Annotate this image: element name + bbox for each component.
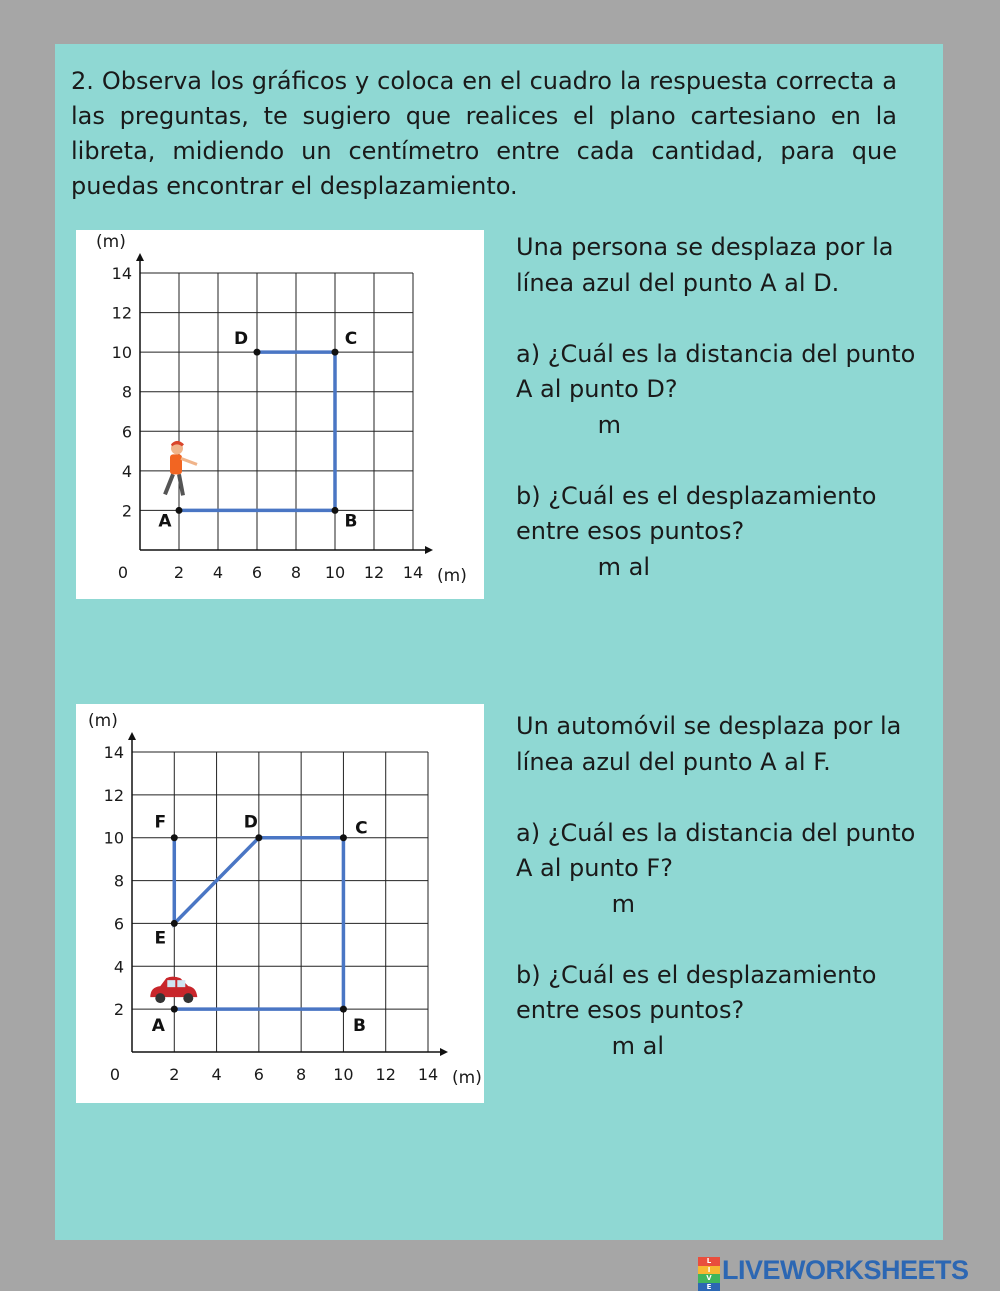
x-tick-label: 2 bbox=[173, 563, 185, 582]
x-tick-label: 6 bbox=[251, 563, 263, 582]
x-tick-label: 4 bbox=[211, 1065, 222, 1084]
exercise-1-answer-b-input[interactable] bbox=[520, 555, 590, 581]
y-tick-label: 12 bbox=[103, 785, 124, 805]
x-axis-arrow-icon bbox=[425, 546, 433, 554]
car-wheel bbox=[183, 993, 193, 1003]
exercise-1-answer-b bbox=[516, 550, 926, 586]
x-tick-label: 12 bbox=[375, 1065, 396, 1084]
car-window bbox=[167, 980, 175, 987]
y-tick-label: 2 bbox=[121, 501, 132, 521]
x-tick-label: 8 bbox=[296, 1065, 307, 1084]
red-car-icon bbox=[150, 977, 197, 1004]
y-tick-label: 8 bbox=[113, 871, 124, 891]
y-tick-label: 8 bbox=[121, 382, 132, 402]
origin-label: 0 bbox=[117, 563, 128, 582]
point-label-c: C bbox=[355, 818, 368, 839]
point-label-e: E bbox=[154, 928, 167, 949]
x-axis-label: (m) bbox=[437, 566, 467, 586]
exercise-1-answer-a bbox=[516, 408, 926, 444]
point-a bbox=[176, 507, 183, 514]
instructions-text: 2. Observa los gráficos y coloca en el cuadro la respuesta correcta a las preguntas, te sugiero que realices el plano cartesiano en la libreta, midiendo un centímetro entre cada cantidad, para que puedas encontrar el desplazamiento. bbox=[71, 67, 897, 200]
exercise-2-question-b: b) ¿Cuál es el desplazamiento entre esos puntos? bbox=[516, 960, 877, 1024]
y-tick-label: 6 bbox=[121, 422, 132, 442]
x-tick-label: 10 bbox=[324, 563, 346, 582]
graph-2-box bbox=[76, 704, 484, 1103]
y-tick-label: 6 bbox=[113, 914, 124, 934]
x-tick-label: 8 bbox=[290, 563, 302, 582]
footer-brand[interactable] bbox=[698, 1254, 969, 1291]
point-f bbox=[171, 834, 178, 841]
graph-2-chart bbox=[76, 704, 484, 1103]
y-axis-arrow-icon bbox=[136, 253, 144, 261]
y-tick-label: 10 bbox=[111, 343, 132, 363]
person-leg bbox=[179, 474, 183, 495]
point-label-b: B bbox=[352, 1016, 366, 1037]
point-label-d: D bbox=[233, 329, 249, 350]
y-tick-label: 12 bbox=[111, 303, 132, 323]
exercise-1-answer-a-unit: m bbox=[597, 410, 622, 439]
x-tick-label: 10 bbox=[333, 1065, 354, 1084]
graph-1-box bbox=[76, 230, 484, 599]
logo-letter: I bbox=[698, 1266, 720, 1275]
exercise-2-answer-b bbox=[516, 1029, 926, 1065]
logo-letter: L bbox=[698, 1257, 720, 1266]
y-tick-label: 4 bbox=[121, 461, 132, 481]
y-axis-label: (m) bbox=[96, 232, 126, 252]
person-leg bbox=[165, 474, 173, 494]
exercise-1-questions bbox=[516, 230, 926, 585]
exercise-2-answer-a bbox=[516, 887, 926, 923]
y-tick-label: 4 bbox=[113, 957, 124, 977]
exercise-2-answer-b-unit: m al bbox=[611, 1031, 665, 1060]
point-label-b: B bbox=[344, 511, 358, 532]
y-tick-label: 2 bbox=[113, 1000, 124, 1020]
exercise-2-question-a: a) ¿Cuál es la distancia del punto A al punto F? bbox=[516, 818, 916, 882]
point-a bbox=[171, 1006, 178, 1013]
y-tick-label: 14 bbox=[111, 264, 132, 283]
point-d bbox=[254, 349, 261, 356]
x-axis-arrow-icon bbox=[440, 1048, 448, 1056]
person-shirt bbox=[170, 454, 182, 474]
exercise-1-answer-a-input[interactable] bbox=[520, 413, 590, 439]
person-arm bbox=[181, 458, 197, 464]
x-tick-label: 14 bbox=[417, 1065, 439, 1084]
point-label-c: C bbox=[344, 329, 358, 350]
exercise-1-answer-b-unit: m al bbox=[597, 552, 651, 581]
exercise-2-intro: Un automóvil se desplaza por la línea azul del punto A al F. bbox=[516, 712, 902, 776]
car-wheel bbox=[155, 993, 165, 1003]
car-window bbox=[177, 980, 185, 987]
exercise-2-answer-a-input[interactable] bbox=[534, 892, 604, 918]
x-tick-label: 6 bbox=[253, 1065, 264, 1084]
point-label-a: A bbox=[151, 1016, 165, 1037]
y-axis-arrow-icon bbox=[128, 732, 136, 740]
exercise-1-question-b: b) ¿Cuál es el desplazamiento entre esos puntos? bbox=[516, 481, 877, 545]
worksheet-panel bbox=[55, 44, 943, 1240]
point-c bbox=[340, 834, 347, 841]
y-tick-label: 14 bbox=[103, 743, 124, 762]
exercise-2-answer-a-unit: m bbox=[611, 889, 636, 918]
walking-person-icon bbox=[165, 441, 197, 496]
exercise-2-questions bbox=[516, 709, 926, 1064]
x-tick-label: 4 bbox=[212, 563, 224, 582]
point-b bbox=[340, 1006, 347, 1013]
brand-name: LIVEWORKSHEETS bbox=[722, 1254, 969, 1285]
point-label-a: A bbox=[158, 511, 172, 532]
point-b bbox=[332, 507, 339, 514]
point-label-f: F bbox=[154, 812, 167, 833]
graph-1-chart bbox=[76, 230, 484, 599]
point-e bbox=[171, 920, 178, 927]
exercise-1-intro: Una persona se desplaza por la línea azul del punto A al D. bbox=[516, 233, 894, 297]
logo-letter: E bbox=[698, 1283, 720, 1291]
y-tick-label: 10 bbox=[103, 828, 124, 848]
y-axis-label: (m) bbox=[88, 711, 118, 731]
logo-letter: V bbox=[698, 1274, 720, 1283]
point-c bbox=[332, 349, 339, 356]
point-d bbox=[255, 834, 262, 841]
x-axis-label: (m) bbox=[452, 1068, 482, 1088]
liveworksheets-logo-icon bbox=[698, 1257, 720, 1291]
point-label-d: D bbox=[243, 812, 258, 833]
exercise-1-question-a: a) ¿Cuál es la distancia del punto A al punto D? bbox=[516, 339, 916, 403]
exercise-2-answer-b-input[interactable] bbox=[534, 1034, 604, 1060]
origin-label: 0 bbox=[109, 1065, 120, 1084]
x-tick-label: 2 bbox=[169, 1065, 180, 1084]
x-tick-label: 14 bbox=[402, 563, 424, 582]
x-tick-label: 12 bbox=[363, 563, 385, 582]
